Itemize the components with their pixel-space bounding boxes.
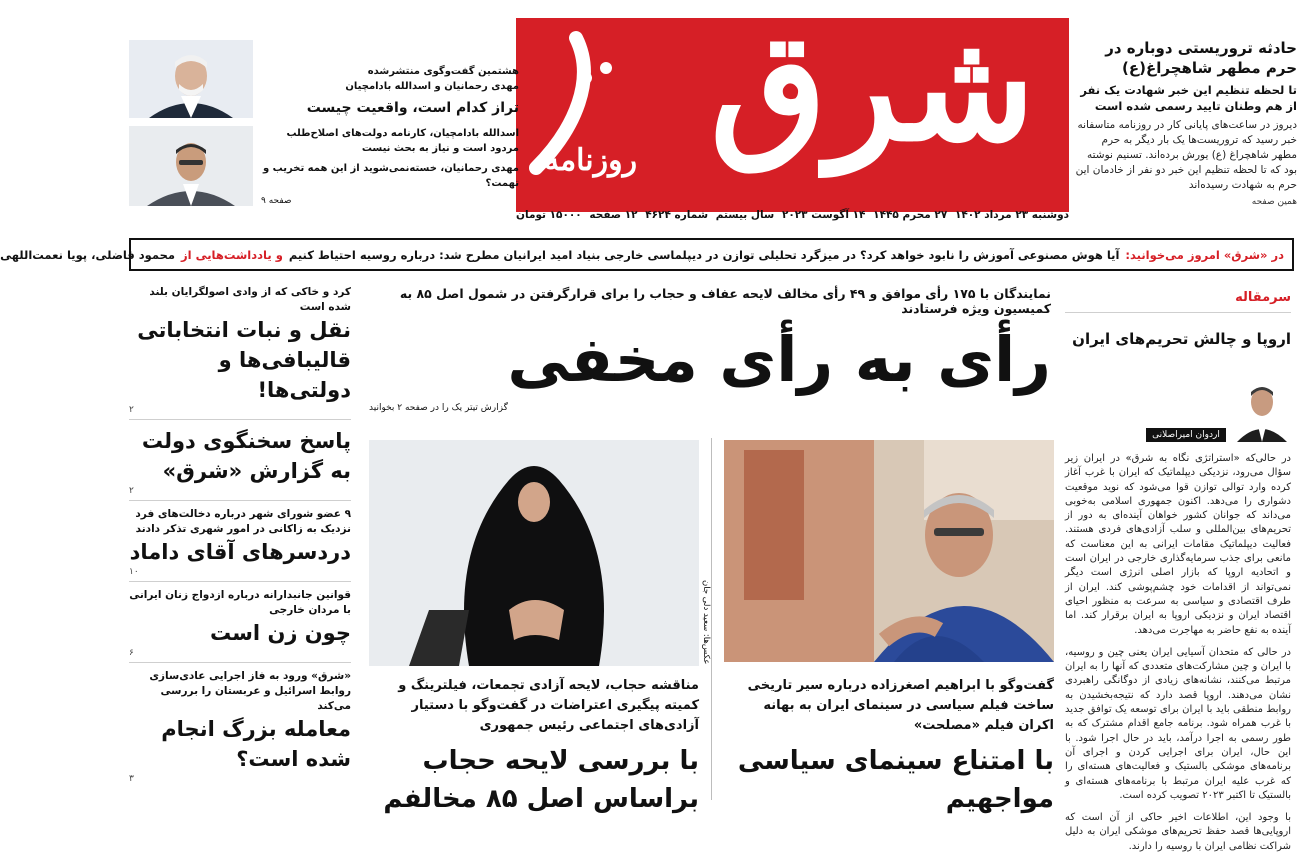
teaser-page-ref: صفحه ۹ [261,196,292,206]
photo-credit: عکس‌ها: سعید دلی جان [701,580,711,665]
rail-story[interactable] [129,669,351,788]
lead-report-note: گزارش تیتر یک را در صفحه ۲ بخوانید [369,403,508,413]
rail-page: ۶ [129,648,134,658]
teaser-body: دیروز در ساعت‌های پایانی کار در روزنامه متاسفانه خبر رسید که تروریست‌ها یک بار دیگر به حرم مطهر شاهچراغ (ع) یورش برده‌اند. تسنیم نوشته بود که تا لحظه تنظیم این خبر دو نفر از خادمان این حرم به شهادت رسیده‌اند [1075,119,1297,191]
teaser-bullet-1: اسدالله بادامچیان، کارنامه دولت‌های اصلاح‌طلب مردود است و نیاز به بحث نیست [286,128,519,154]
today-label-2: و یادداشت‌هایی از [181,247,283,262]
today-in-paper-bar [0,238,1294,271]
center-column-divider [711,438,712,800]
edition-line [516,205,1069,225]
top-right-teaser[interactable] [1075,38,1297,207]
teaser-kicker-2: مهدی رحمانیان و اسدالله بادامچیان [345,81,519,92]
editorial-paragraph: در حالی‌که «استراتژی نگاه به شرق» در ایران زیر سؤال می‌رود، نزدیکی دیپلماتیک که ایران با غرب آغاز کرده وارد توالی توازن قوا می‌شود که نوید موقعیت دشواری را می‌دهد. اکنون جمهوری اسلامی به‌خوبی می‌داند که جوانان کشور خواهان آینده‌ای به دور از تحریم‌های بین‌المللی و سلب آزادی‌های فردی هستند. فعالیت دیپلماتیک مقامات ایرانی به این معناست که مانعی برای جذب سرمایه‌گذاری خارجی در ایران است و اتحادیه اروپا که بازار اصلی انرژی است دیگر نمی‌تواند از اقدامات خود چشم‌پوشی کند. ایران از طرف اقتصادی و سیاسی به سرعت به منظور احیای اقتصاد ایران و نزدیکی اروپا به ایران برقرار کند. اما آینده به نفع حاضر به مهاجرت می‌دهد. [1065,453,1291,636]
photo-social-freedom-aide [369,440,699,666]
newspaper-logo [516,0,1069,212]
rail-story[interactable] [129,507,351,582]
edition-issue: شماره ۴۶۲۴ [645,209,709,221]
rail-page: ۲ [129,405,134,415]
rail-kicker: قوانین جانبدارانه درباره ازدواج زنان ایرانی با مردان خارجی [129,589,351,616]
rail-kicker: کرد و خاکی که از وادی اصولگرایان بلند شده است [149,286,351,313]
edition-year: سال بیستم [715,209,775,221]
portrait-rahmanian [129,126,253,206]
edition-date-hijri: ۲۷ محرم ۱۴۴۵ [873,209,948,221]
rail-story[interactable] [129,285,351,420]
teaser-bullet-2: مهدی رحمانیان، خسته‌نمی‌شوید از این همه تخریب و تهمت؟ [262,163,519,189]
top-left-teaser[interactable] [261,64,519,206]
editorial-body [1065,452,1291,862]
rail-headline[interactable]: پاسخ سخنگوی دولت به گزارش «شرق» [141,429,351,483]
editorial-rule [1065,312,1291,313]
rail-kicker: ۹ عضو شورای شهر درباره دخالت‌های فرد نزدیک به زاکانی در امور شهری تذکر دادند [135,508,351,535]
editorial-paragraph: با وجود این، اطلاعات اخیر حاکی از آن است که اروپایی‌ها قصد حفظ تحریم‌های موشکی ایران به دلیل شراکت نظامی ایران با روسیه را دارند. [1065,812,1291,852]
editorial-paragraph: در حالی که متحدان آسیایی ایران یعنی چین و روسیه، با ایران و چین مشارکت‌های متعددی که آنها را به ایران مرتبط می‌کنند، نشانه‌های زیادی از دوگانگی راهبردی نشان می‌دهند. اروپا قصد دارد که نتیجه‌بخشیدن به روابط منطقی باید با ایران برای توسعه یک توافق جدید با غرب همراه شود. برنامه جامع اقدام مشترک که به طور رسمی به اجرا درآمد، باید در حال اجرا شود. با این حال، ایران برای اجرایی کردن و اجرای آن برنامه‌های موشکی بالستیک و فعالیت‌های هسته‌ای را که غرب علیه ایران مرتبط با برنامه‌های هسته‌ای و بالستیک تا اکتبر ۲۰۲۳ تصویب کرده است. [1065,646,1291,801]
story-hijab-bill[interactable] [369,676,699,818]
edition-date-fa: دوشنبه ۲۳ مرداد ۱۴۰۲ [954,209,1069,221]
teaser-headline[interactable]: حادثه تروریستی دوباره در حرم مطهر شاهچراغ(ع) [1105,39,1297,77]
today-text: آیا هوش مصنوعی آموزش را نابود خواهد کرد؟ در میزگرد تحلیلی توازن در دیپلماسی خارجی بنیاد امید ایرانیان مطرح شد: درباره روسیه احتیاط کنیم [288,247,1120,262]
logo-sub-word: روزنامه [544,143,638,178]
photo-asgharzadeh [724,440,1054,662]
rail-headline[interactable]: چون زن است [210,621,351,645]
editorial-label: سرمقاله [1235,290,1291,305]
edition-price: ۱۵۰۰۰ تومان [516,209,582,221]
left-rail [129,285,351,794]
today-authors: محمود فاضلی، پویا نعمت‌اللهی [0,247,176,262]
portrait-amirsalani [1233,372,1291,442]
teaser-kicker-1: هشتمین گفت‌وگوی منتشرشده [367,66,519,77]
editorial-author: اردوان امیراصلانی [1146,428,1226,442]
story-headline[interactable]: با امتناع سینمای سیاسی مواجهیم [737,746,1054,814]
rail-headline[interactable]: معامله بزرگ انجام شده است؟ [161,717,351,771]
teaser-subhead: تا لحظه تنظیم این خبر شهادت یک نفر از هم وطنان تایید رسمی شده است [1080,83,1297,113]
teaser-page-ref: همین صفحه [1251,197,1297,207]
rail-story[interactable] [129,588,351,663]
edition-date-en: ۱۴ آگوست ۲۰۲۳ [781,209,866,221]
lead-kicker: نمایندگان با ۱۷۵ رأی موافق و ۴۹ رأی مخالف لایحه عفاف و حجاب را برای قرارگرفتن در شمول اصل ۸۵ به کمیسیون ویژه فرستادند [399,286,1051,316]
lead-headline[interactable]: رأی به رأی مخفی [507,323,1051,396]
story-kicker: گفت‌وگو با ابراهیم اصغرزاده درباره سیر تاریخی ساخت فیلم سیاسی در سینمای ایران به بهانه اکران فیلم «مصلحت» [747,678,1054,733]
editorial-headline[interactable]: اروپا و چالش تحریم‌های ایران [1072,330,1291,348]
story-kicker: مناقشه حجاب، لایحه آزادی تجمعات، فیلترینگ و کمیته پیگیری اعتراضات در گفت‌وگو با دستیار آزادی‌های اجتماعی رئیس جمهوری [398,678,699,733]
rail-page: ۳ [129,774,134,784]
story-political-cinema[interactable] [724,676,1054,818]
rail-page: ۱۰ [129,567,139,577]
teaser-headline[interactable]: تراز کدام است، واقعیت چیست [306,100,519,116]
edition-pages: ۱۲ صفحه [589,209,638,221]
logo-main-word: شرق [710,0,1035,175]
rail-headline[interactable]: دردسرهای آقای داماد [129,540,351,564]
rail-headline[interactable]: نقل و نبات انتخاباتی قالیبافی‌ها و دولتی‌ها! [137,318,351,402]
portrait-badamchian [129,40,253,118]
rail-kicker: «شرق» ورود به فاز اجرایی عادی‌سازی روابط اسرائیل و عربستان را بررسی می‌کند [149,670,351,712]
rail-page: ۲ [129,486,134,496]
story-headline[interactable]: با بررسی لایحه حجاب براساس اصل ۸۵ مخالفم [383,746,699,814]
today-label: در «شرق» امروز می‌خوانید: [1125,247,1284,262]
rail-story[interactable] [129,426,351,501]
